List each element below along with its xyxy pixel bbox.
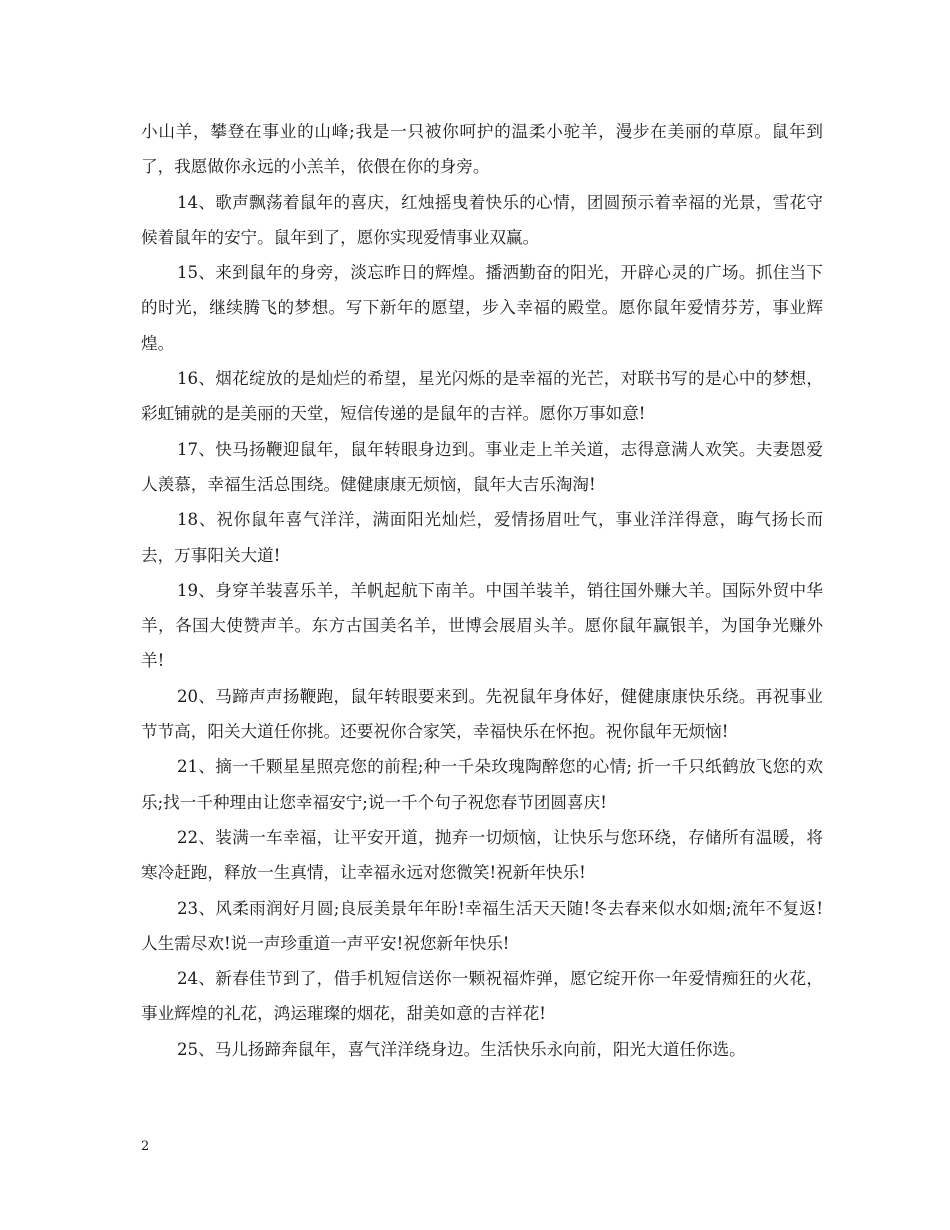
- paragraph: 18、祝你鼠年喜气洋洋，满面阳光灿烂，爱情扬眉吐气，事业洋洋得意，晦气扬长而去，万事阳关大道!: [141, 510, 823, 565]
- paragraph: 25、马儿扬蹄奔鼠年，喜气洋洋绕身边。生活快乐永向前，阳光大道任你选。: [177, 1039, 746, 1059]
- paragraph: 14、歌声飘荡着鼠年的喜庆，红烛摇曳着快乐的心情，团圆预示着幸福的光景，雪花守候着鼠年的安宁。鼠年到了，愿你实现爱情事业双赢。: [141, 192, 823, 247]
- paragraph: 19、身穿羊装喜乐羊，羊帆起航下南羊。中国羊装羊，销往国外赚大羊。国际外贸中华羊，各国大使赞声羊。东方古国美名羊，世博会展眉头羊。愿你鼠年赢银羊，为国争光赚外羊!: [141, 580, 823, 671]
- paragraph: 23、风柔雨润好月圆;良辰美景年年盼!幸福生活天天随!冬去春来似水如烟;流年不复返!人生需尽欢!说一声珍重道一声平安!祝您新年快乐!: [141, 898, 823, 953]
- paragraph: 16、烟花绽放的是灿烂的希望，星光闪烁的是幸福的光芒，对联书写的是心中的梦想，彩虹铺就的是美丽的天堂，短信传递的是鼠年的吉祥。愿你万事如意!: [141, 369, 823, 424]
- page-number: 2: [141, 1139, 150, 1154]
- paragraph: 20、马蹄声声扬鞭跑，鼠年转眼要来到。先祝鼠年身体好，健健康康快乐绕。再祝事业节节高，阳关大道任你挑。还要祝你合家笑，幸福快乐在怀抱。祝你鼠年无烦恼!: [141, 686, 823, 742]
- page-body: [141, 114, 823, 1067]
- paragraph: 24、新春佳节到了，借手机短信送你一颗祝福炸弹，愿它绽开你一年爱情痴狂的火花，事业辉煌的礼花，鸿运璀璨的烟花，甜美如意的吉祥花!: [141, 969, 823, 1024]
- paragraph: 22、装满一车幸福，让平安开道，抛弃一切烦恼，让快乐与您环绕，存储所有温暖，将寒冷赶跑，释放一生真情，让幸福永远对您微笑!祝新年快乐!: [141, 827, 823, 883]
- paragraph: 21、摘一千颗星星照亮您的前程;种一千朵玫瑰陶醉您的心情; 折一千只纸鹤放飞您的欢乐;找一千种理由让您幸福安宁;说一千个句子祝您春节团圆喜庆!: [141, 757, 823, 812]
- paragraph: 15、来到鼠年的身旁，淡忘昨日的辉煌。播洒勤奋的阳光，开辟心灵的广场。抓住当下的时光，继续腾飞的梦想。写下新年的愿望，步入幸福的殿堂。愿你鼠年爱情芬芳，事业辉煌。: [141, 263, 823, 353]
- paragraph: 小山羊，攀登在事业的山峰;我是一只被你呵护的温柔小驼羊，漫步在美丽的草原。鼠年到了，我愿做你永远的小羔羊，依偎在你的身旁。: [141, 122, 823, 177]
- paragraph: 17、快马扬鞭迎鼠年，鼠年转眼身边到。事业走上羊关道，志得意满人欢笑。夫妻恩爱人羡慕，幸福生活总围绕。健健康康无烦恼，鼠年大吉乐淘淘!: [141, 439, 823, 494]
